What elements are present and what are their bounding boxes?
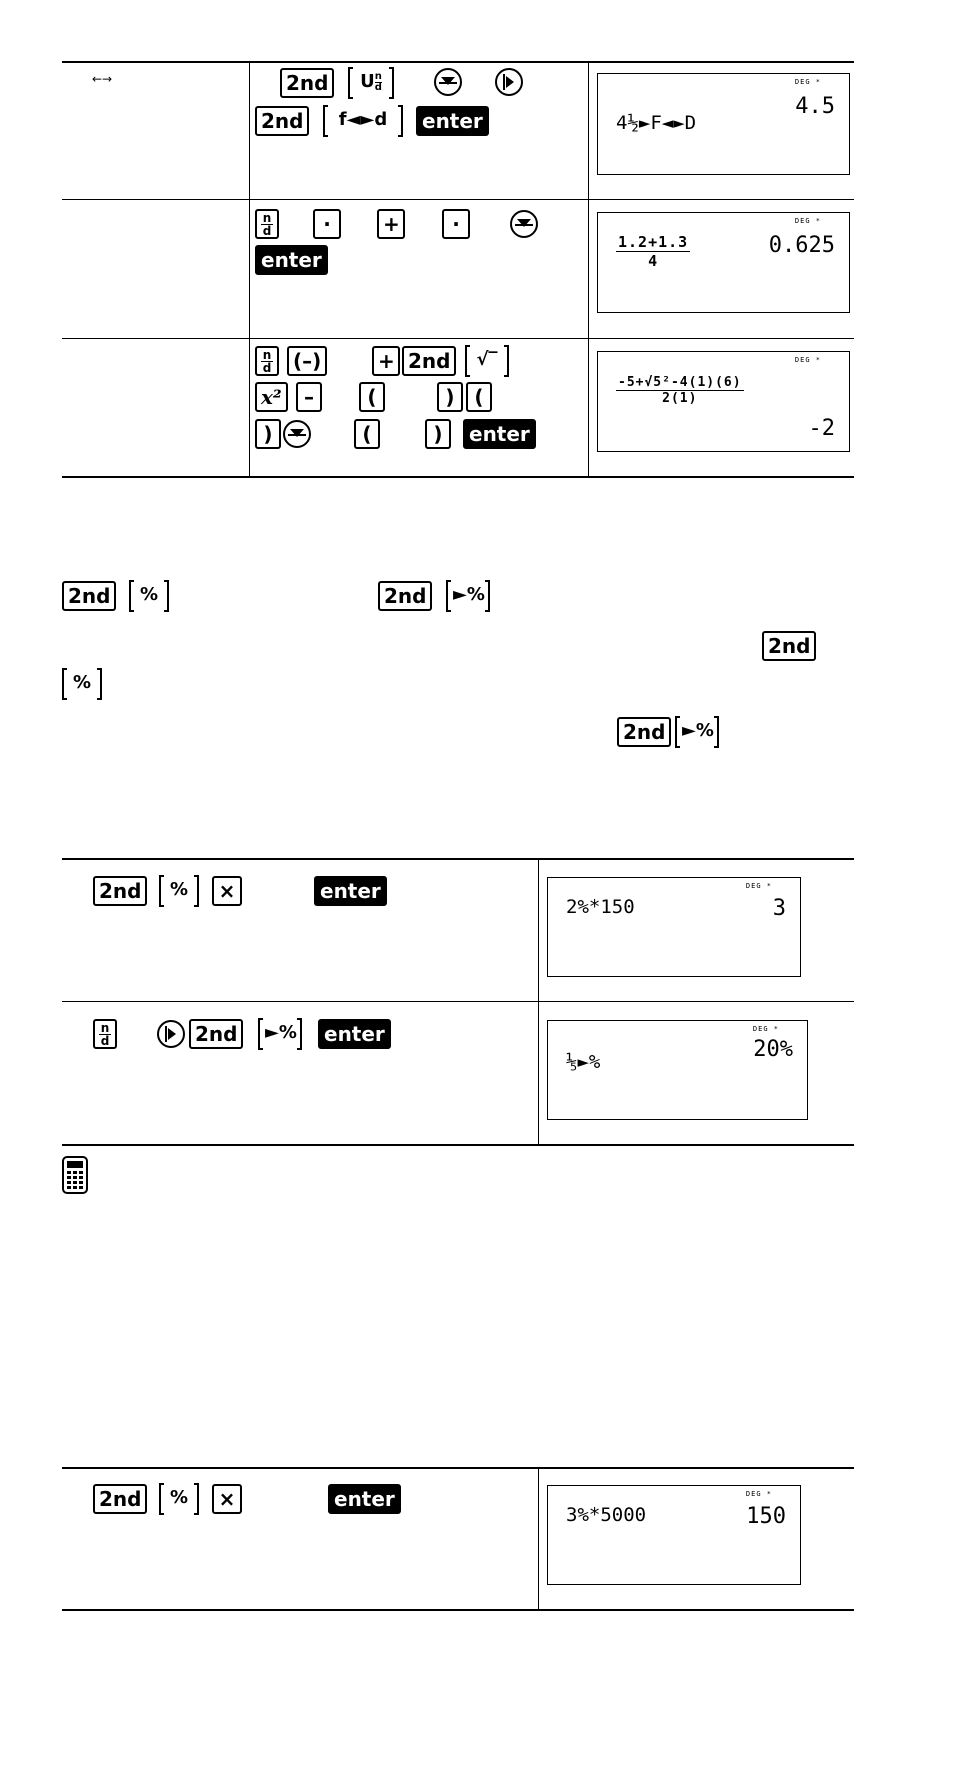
screen-denominator: 4: [648, 252, 659, 270]
second-key[interactable]: 2nd: [189, 1019, 243, 1049]
screen-indicator: DEG *: [794, 356, 821, 364]
table1-top-rule: [62, 61, 854, 63]
enter-key[interactable]: enter: [255, 245, 328, 275]
second-key[interactable]: 2nd: [617, 717, 671, 747]
table1-row-divider: [62, 338, 854, 339]
calculator-screen: [547, 1020, 808, 1120]
calculator-screen: [597, 212, 850, 313]
left-paren-key[interactable]: (: [466, 382, 492, 412]
calculator-screen: [547, 1485, 801, 1585]
enter-key[interactable]: enter: [318, 1019, 391, 1049]
square-root-key[interactable]: √‾: [465, 345, 509, 377]
fraction-decimal-key[interactable]: f◄►d: [323, 105, 403, 137]
plus-key[interactable]: +: [372, 346, 400, 376]
percent-key[interactable]: %: [159, 1483, 199, 1515]
minus-key[interactable]: –: [296, 382, 322, 412]
to-percent-key[interactable]: ►%: [675, 716, 719, 748]
down-arrow-icon[interactable]: [283, 420, 311, 448]
second-key[interactable]: 2nd: [93, 1484, 147, 1514]
table1-column-divider: [249, 62, 250, 476]
right-paren-key[interactable]: ): [425, 419, 451, 449]
decimal-key[interactable]: ·: [313, 209, 341, 239]
second-key[interactable]: 2nd: [93, 876, 147, 906]
left-paren-key[interactable]: (: [359, 382, 385, 412]
fraction-key[interactable]: [255, 346, 279, 376]
screen-expression: 3%*5000: [566, 1504, 647, 1526]
calculator-screen: [597, 73, 850, 175]
to-percent-key[interactable]: ►%: [446, 580, 490, 612]
fraction-d: d: [262, 361, 272, 375]
screen-indicator: DEG *: [752, 1025, 779, 1033]
screen-result: -2: [808, 416, 835, 441]
mixed-fraction-u: U: [360, 71, 375, 92]
second-key[interactable]: 2nd: [762, 631, 816, 661]
table2-column-divider: [538, 859, 539, 1144]
screen-result: 0.625: [768, 233, 835, 258]
left-right-arrows-icon: ←→: [92, 72, 113, 86]
screen-expression: ⅕►%: [566, 1051, 601, 1073]
mixed-fraction-key[interactable]: [348, 67, 394, 99]
screen-result: 150: [746, 1504, 786, 1529]
fraction-d: d: [100, 1034, 110, 1048]
screen-numerator: 1.2+1.3: [618, 233, 689, 251]
right-arrow-icon[interactable]: [157, 1020, 185, 1048]
down-arrow-icon[interactable]: [510, 210, 538, 238]
down-arrow-icon[interactable]: [434, 68, 462, 96]
negative-key[interactable]: (–): [287, 346, 327, 376]
mixed-fraction-d: d: [374, 81, 382, 93]
calculator-screen: [547, 877, 801, 977]
enter-key[interactable]: enter: [328, 1484, 401, 1514]
enter-key[interactable]: enter: [314, 876, 387, 906]
screen-expression: 2%*150: [566, 896, 635, 918]
table2-bottom-rule: [62, 1144, 854, 1146]
mixed-fraction-n: n: [374, 70, 382, 82]
screen-indicator: DEG *: [794, 217, 821, 225]
fraction-n: n: [100, 1021, 110, 1035]
second-key[interactable]: 2nd: [402, 346, 456, 376]
right-arrow-icon[interactable]: [495, 68, 523, 96]
right-paren-key[interactable]: ): [255, 419, 281, 449]
table3-column-divider: [538, 1468, 539, 1609]
screen-numerator: -5+√5²-4(1)(6): [618, 375, 742, 390]
second-key[interactable]: 2nd: [62, 581, 116, 611]
table1-column-divider: [588, 62, 589, 476]
table2-top-rule: [62, 858, 854, 860]
screen-expression: 4½►F◄►D: [616, 112, 697, 134]
plus-key[interactable]: +: [377, 209, 405, 239]
table3-top-rule: [62, 1467, 854, 1469]
percent-key[interactable]: %: [159, 875, 199, 907]
calculator-icon: [62, 1156, 88, 1194]
screen-indicator: DEG *: [745, 1490, 772, 1498]
second-key[interactable]: 2nd: [378, 581, 432, 611]
times-key[interactable]: ×: [212, 1484, 242, 1514]
fraction-key[interactable]: [255, 209, 279, 239]
to-percent-key[interactable]: ►%: [258, 1018, 302, 1050]
fraction-key[interactable]: [93, 1019, 117, 1049]
second-key[interactable]: 2nd: [280, 68, 334, 98]
x-squared-key[interactable]: x²: [255, 382, 288, 412]
table2-row-divider: [62, 1001, 854, 1002]
left-paren-key[interactable]: (: [354, 419, 380, 449]
screen-denominator: 2(1): [662, 391, 698, 406]
screen-result: 4.5: [795, 94, 835, 119]
table3-bottom-rule: [62, 1609, 854, 1611]
screen-result: 3: [772, 896, 786, 921]
fraction-d: d: [262, 224, 272, 238]
table1-row-divider: [62, 199, 854, 200]
fraction-n: n: [262, 348, 272, 362]
percent-key[interactable]: %: [129, 580, 169, 612]
enter-key[interactable]: enter: [463, 419, 536, 449]
fraction-n: n: [262, 211, 272, 225]
enter-key[interactable]: enter: [416, 106, 489, 136]
right-paren-key[interactable]: ): [437, 382, 463, 412]
table1-bottom-rule: [62, 476, 854, 478]
screen-indicator: DEG *: [794, 78, 821, 86]
screen-indicator: DEG *: [745, 882, 772, 890]
second-key[interactable]: 2nd: [255, 106, 309, 136]
screen-result: 20%: [753, 1037, 793, 1062]
times-key[interactable]: ×: [212, 876, 242, 906]
calculator-screen: [597, 351, 850, 452]
decimal-key[interactable]: ·: [442, 209, 470, 239]
percent-key[interactable]: %: [62, 668, 102, 700]
